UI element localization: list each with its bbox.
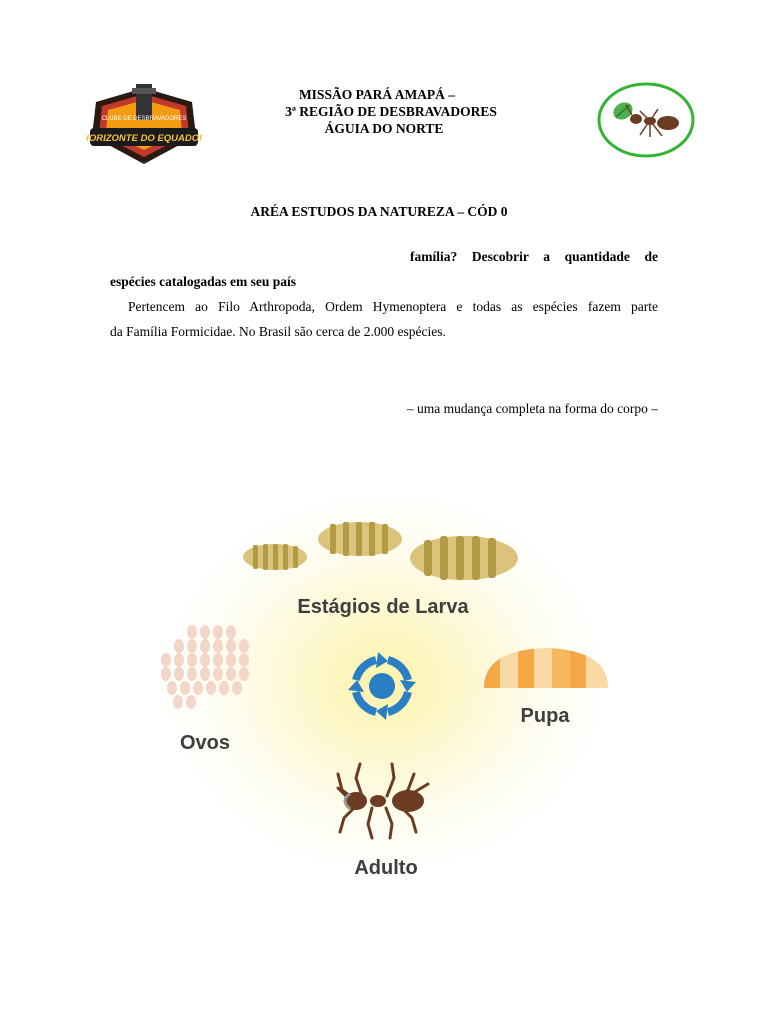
egg — [187, 639, 197, 653]
question-line-1: família? Descobrir a quantidade de — [410, 249, 658, 264]
eggs-label: Ovos — [179, 732, 231, 754]
egg — [206, 681, 216, 695]
logo-main-text: HORIZONTE DO EQUADOR — [86, 133, 202, 144]
egg — [174, 639, 184, 653]
egg — [226, 625, 236, 639]
ant-emblem-logo — [596, 81, 696, 159]
egg — [167, 681, 177, 695]
egg — [161, 653, 171, 667]
egg — [200, 639, 210, 653]
ant-life-cycle-diagram — [150, 500, 620, 900]
egg — [173, 695, 183, 709]
egg — [187, 625, 197, 639]
egg — [200, 667, 210, 681]
metamorphosis-line: – uma mudança completa na forma do corpo – — [406, 401, 658, 416]
egg — [187, 653, 197, 667]
egg — [187, 667, 197, 681]
egg — [186, 695, 196, 709]
egg — [213, 667, 223, 681]
adult-label: Adulto — [354, 857, 418, 879]
egg — [226, 653, 236, 667]
egg — [200, 625, 210, 639]
egg — [213, 639, 223, 653]
header-line-1: MISSÃO PARÁ AMAPÁ – — [298, 87, 456, 102]
section-title: ARÉA ESTUDOS DA NATUREZA – CÓD 0 — [250, 204, 508, 219]
pupa-label: Pupa — [520, 705, 570, 727]
egg — [239, 667, 249, 681]
paragraph-line-2: da Família Formicidae. No Brasil são cerca de 2.000 espécies. — [110, 324, 446, 339]
egg — [226, 667, 236, 681]
logo-ring-text: CLUBE DE DESBRAVADORES — [101, 116, 187, 122]
egg — [219, 681, 229, 695]
egg — [226, 639, 236, 653]
egg — [174, 653, 184, 667]
egg — [232, 681, 242, 695]
egg — [200, 653, 210, 667]
egg — [161, 667, 171, 681]
header-line-2: 3ª REGIÃO DE DESBRAVADORES — [285, 104, 497, 119]
egg — [180, 681, 190, 695]
larva-label: Estágios de Larva — [297, 596, 469, 618]
egg — [213, 625, 223, 639]
header-line-3: ÁGUIA DO NORTE — [324, 121, 444, 136]
egg — [213, 653, 223, 667]
egg — [193, 681, 203, 695]
egg — [239, 639, 249, 653]
question-line-2: espécies catalogadas em seu país — [110, 274, 296, 289]
egg — [239, 653, 249, 667]
egg — [174, 667, 184, 681]
paragraph-line-1: Pertencem ao Filo Arthropoda, Ordem Hymenoptera e todas as espécies fazem parte — [128, 299, 658, 314]
